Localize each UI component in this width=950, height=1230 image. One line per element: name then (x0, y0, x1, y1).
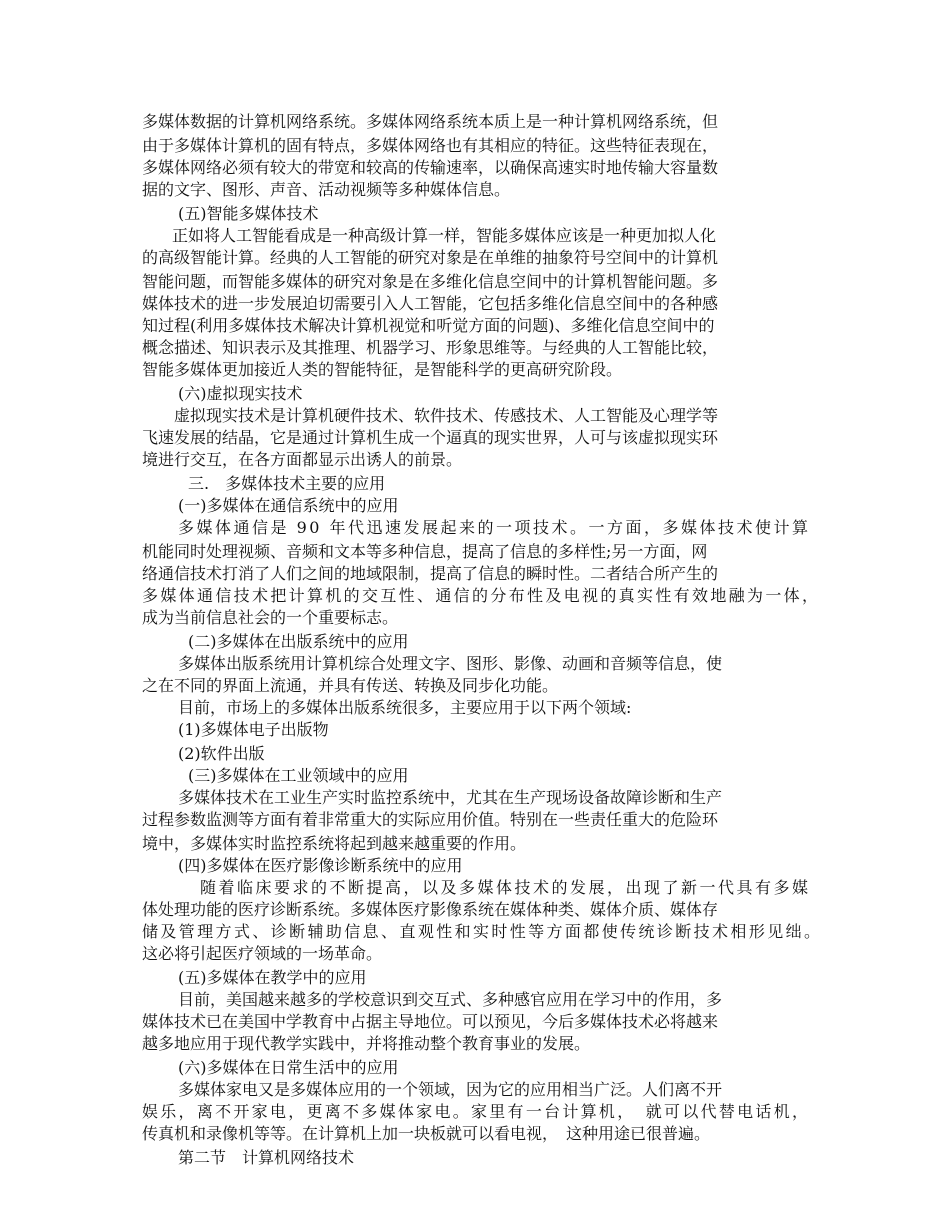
text-line: 传真机和录像机等等。在计算机上加一块板就可以看电视， 这种用途已很普遍。 (142, 1124, 711, 1143)
text-line: 虚拟现实技术是计算机硬件技术、软件技术、传感技术、人工智能及心理学等 (174, 406, 719, 425)
text-line: 目前，美国越来越多的学校意识到交互式、多种感官应用在学习中的作用，多 (178, 990, 723, 1009)
section-heading: (二)多媒体在出版系统中的应用 (188, 632, 409, 651)
text-line: 境进行交互，在各方面都显示出诱人的前景。 (142, 450, 463, 469)
section-heading: (2)软件出版 (178, 744, 265, 763)
text-line: 过程参数监测等方面有着非常重大的实际应用价值。特别在一些责任重大的危险环 (142, 810, 719, 829)
text-line: 目前，市场上的多媒体出版系统很多，主要应用于以下两个领域: (178, 698, 632, 717)
text-line: 体处理功能的医疗诊断系统。多媒体医疗影像系统在媒体种类、媒体介质、媒体存 (142, 900, 719, 919)
text-line: 多媒体技术在工业生产实时监控系统中，尤其在生产现场设备故障诊断和生产 (178, 788, 723, 807)
text-line: 飞速发展的结晶，它是通过计算机生成一个逼真的现实世界，人可与该虚拟现实环 (142, 428, 719, 447)
text-line: 多媒体通信技术把计算机的交互性、通信的分布性及电视的真实性有效地融为一体， (142, 586, 821, 605)
text-line: 越多地应用于现代教学实践中，并将推动整个教育事业的发展。 (142, 1034, 591, 1053)
text-line: 多媒体家电又是多媒体应用的一个领域，因为它的应用相当广泛。人们离不开 (178, 1080, 723, 1099)
text-line: 智能问题，而智能多媒体的研究对象是在多维化信息空间中的计算机智能问题。多 (142, 272, 719, 291)
text-line: 多媒体网络必须有较大的带宽和较高的传输速率，以确保高速实时地传输大容量数 (142, 158, 719, 177)
section-heading: 第二节 计算机网络技术 (178, 1148, 355, 1167)
text-line: 这必将引起医疗领域的一场革命。 (142, 944, 383, 963)
text-line: 成为当前信息社会的一个重要标志。 (142, 608, 399, 627)
section-heading: (六)多媒体在日常生活中的应用 (178, 1058, 399, 1077)
text-line: 的高级智能计算。经典的人工智能的研究对象是在单维的抽象符号空间中的计算机 (142, 248, 719, 267)
section-heading: (三)多媒体在工业领域中的应用 (188, 766, 409, 785)
section-heading: (五)智能多媒体技术 (178, 204, 319, 223)
text-line: 多媒体出版系统用计算机综合处理文字、图形、影像、动画和音频等信息，使 (178, 654, 723, 673)
text-line: 络通信技术打消了人们之间的地域限制，提高了信息的瞬时性。二者结合所产生的 (142, 564, 719, 583)
text-line: 据的文字、图形、声音、活动视频等多种媒体信息。 (142, 180, 511, 199)
text-line: 多媒体通信是 90 年代迅速发展起来的一项技术。一方面，多媒体技术使计算 (178, 518, 811, 537)
text-line: 随着临床要求的不断提高，以及多媒体技术的发展，出现了新一代具有多媒 (200, 878, 811, 897)
text-line: 正如将人工智能看成是一种高级计算一样，智能多媒体应该是一种更加拟人化 (172, 226, 717, 245)
section-heading: (六)虚拟现实技术 (178, 384, 303, 403)
text-line: 知过程(利用多媒体技术解决计算机视觉和听觉方面的问题)、多维化信息空间中的 (142, 316, 715, 335)
text-line: 多媒体数据的计算机网络系统。多媒体网络系统本质上是一种计算机网络系统，但 (142, 112, 719, 131)
text-line: 储及管理方式、诊断辅助信息、直观性和实时性等方面都使传统诊断技术相形见绌。 (142, 922, 823, 941)
section-heading: (四)多媒体在医疗影像诊断系统中的应用 (178, 856, 463, 875)
text-line: 机能同时处理视频、音频和文本等多种信息，提高了信息的多样性;另一方面，网 (142, 542, 708, 561)
text-line: 娱乐，离不开家电，更离不多媒体家电。家里有一台计算机， 就可以代替电话机， (142, 1102, 811, 1121)
text-line: 之在不同的界面上流通，并具有传送、转换及同步化功能。 (142, 676, 559, 695)
text-line: 境中，多媒体实时监控系统将起到越来越重要的作用。 (142, 834, 527, 853)
text-line: 由于多媒体计算机的固有特点，多媒体网络也有其相应的特征。这些特征表现在， (142, 136, 719, 155)
text-line: 媒体技术已在美国中学教育中占据主导地位。可以预见，今后多媒体技术必将越来 (142, 1012, 719, 1031)
text-line: 概念描述、知识表示及其推理、机器学习、形象思维等。与经典的人工智能比较， (142, 338, 719, 357)
section-heading: (五)多媒体在教学中的应用 (178, 968, 367, 987)
section-heading: (1)多媒体电子出版物 (178, 720, 329, 739)
text-line: 媒体技术的进一步发展迫切需要引入人工智能，它包括多维化信息空间中的各种感 (142, 294, 719, 313)
text-line: 智能多媒体更加接近人类的智能特征，是智能科学的更高研究阶段。 (142, 360, 623, 379)
section-heading: (一)多媒体在通信系统中的应用 (178, 496, 399, 515)
section-heading: 三. 多媒体技术主要的应用 (188, 474, 386, 493)
